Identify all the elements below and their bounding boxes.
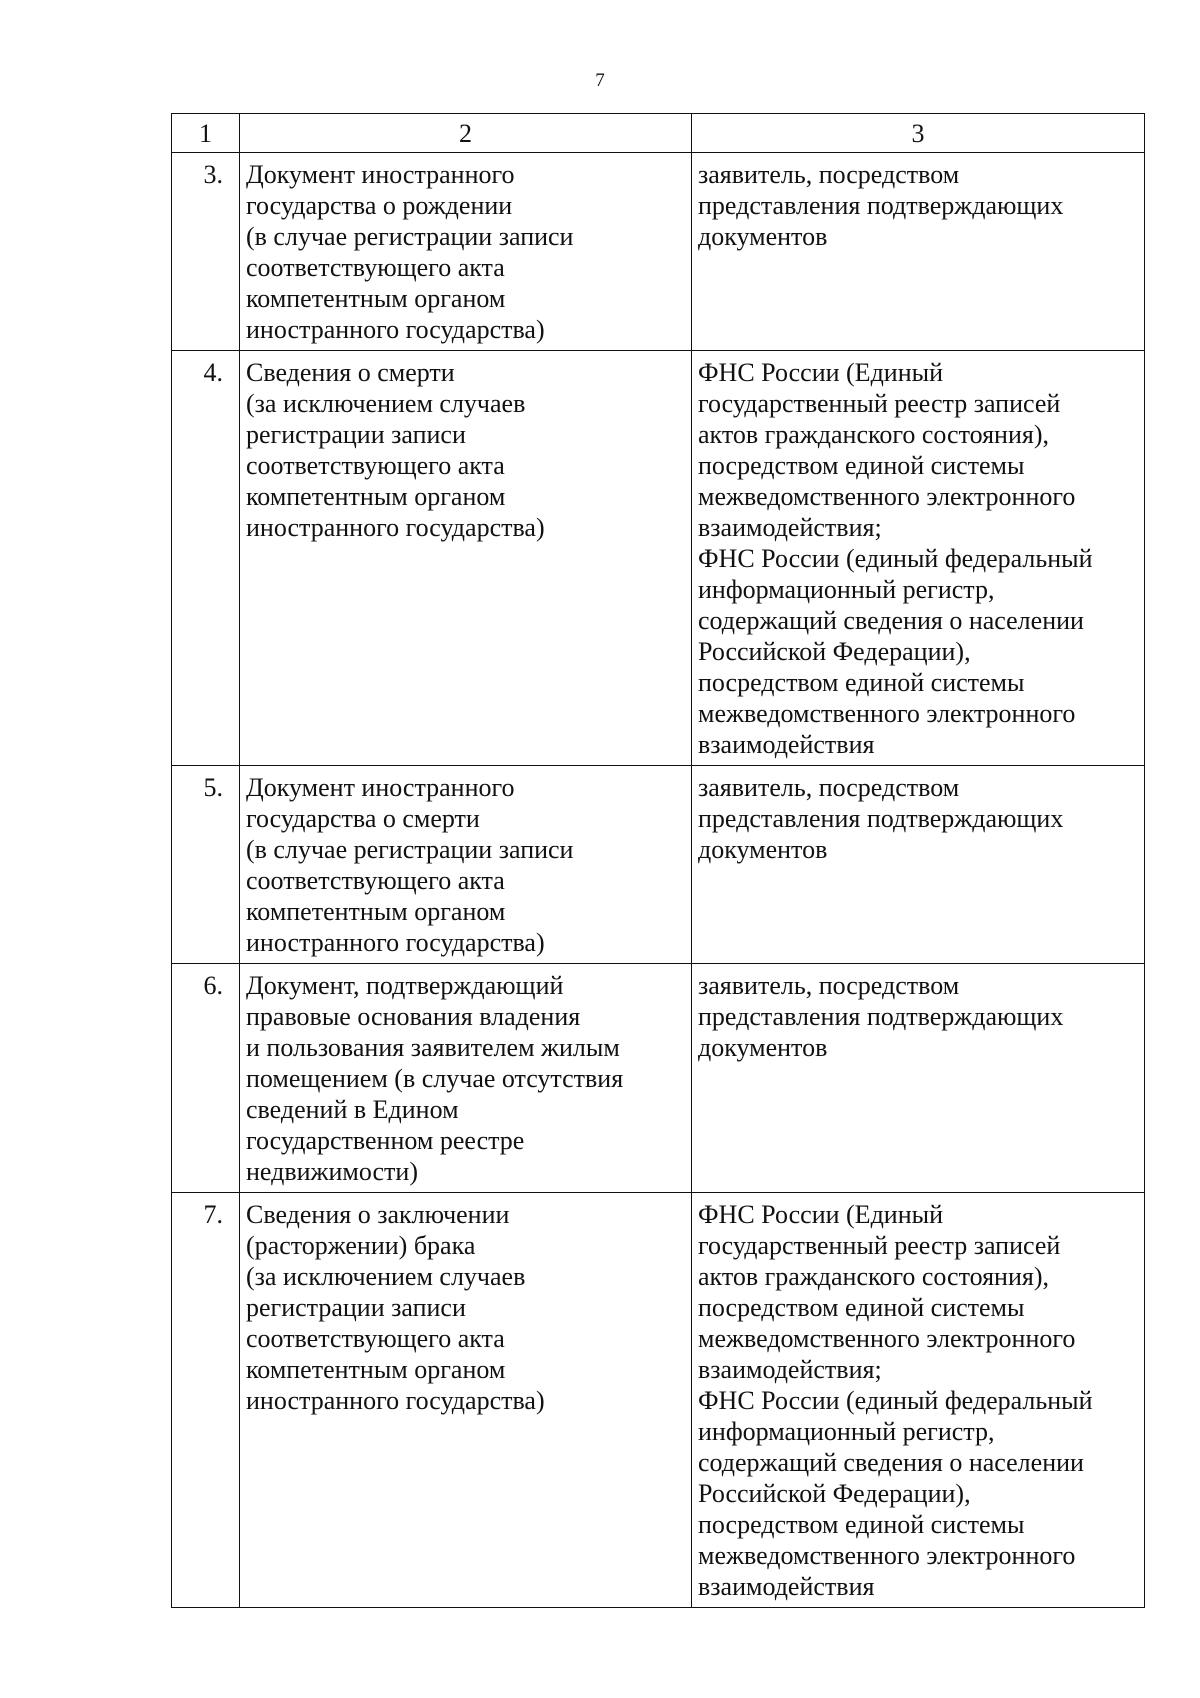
source-line: межведомственного электронного	[698, 699, 1076, 728]
document-name-line: сведений в Едином	[246, 1095, 459, 1124]
documents-table	[171, 113, 1145, 1608]
source-line: взаимодействия	[698, 1572, 875, 1601]
document-name-cell	[240, 964, 692, 1193]
document-name-line: Документ иностранного	[246, 160, 515, 189]
document-name-line: (в случае регистрации записи	[246, 222, 574, 251]
document-name-cell	[240, 1193, 692, 1608]
table-body	[172, 153, 1145, 1608]
document-name-cell	[240, 153, 692, 351]
source-line: информационный регистр,	[698, 1417, 995, 1446]
header-col-2: 2	[240, 114, 692, 153]
source-line: содержащий сведения о населении	[698, 1448, 1084, 1477]
document-name-line: иностранного государства)	[246, 928, 545, 957]
source-line: межведомственного электронного	[698, 1541, 1076, 1570]
table-header	[172, 114, 1145, 153]
document-name-line: компетентным органом	[246, 897, 506, 926]
source-line: государственный реестр записей	[698, 1231, 1061, 1260]
source-line: заявитель, посредством	[698, 160, 960, 189]
source-line: представления подтверждающих	[698, 804, 1064, 833]
header-col-1: 1	[172, 114, 240, 153]
table-row	[172, 351, 1145, 766]
document-name-line: (за исключением случаев	[246, 389, 526, 418]
document-name-line: компетентным органом	[246, 482, 506, 511]
document-name-line: Сведения о заключении	[246, 1200, 510, 1229]
document-name-line: государственном реестре	[246, 1126, 525, 1155]
document-name-line: соответствующего акта	[246, 451, 505, 480]
source-line: представления подтверждающих	[698, 191, 1064, 220]
source-line: информационный регистр,	[698, 575, 995, 604]
source-line: посредством единой системы	[698, 451, 1025, 480]
row-number: 6.	[172, 964, 240, 1193]
source-line: Российской Федерации),	[698, 1479, 971, 1508]
source-line: документов	[698, 835, 828, 864]
table-row	[172, 964, 1145, 1193]
header-col-3: 3	[692, 114, 1145, 153]
document-name-line: (за исключением случаев	[246, 1262, 526, 1291]
source-line: ФНС России (единый федеральный	[698, 1386, 1093, 1415]
document-name-line: иностранного государства)	[246, 315, 545, 344]
document-name-line: государства о смерти	[246, 804, 480, 833]
row-number: 3.	[172, 153, 240, 351]
source-line: содержащий сведения о населении	[698, 606, 1084, 635]
document-name-line: соответствующего акта	[246, 253, 505, 282]
document-name-line: недвижимости)	[246, 1157, 418, 1186]
document-name-line: Документ иностранного	[246, 773, 515, 802]
table-row	[172, 1193, 1145, 1608]
source-line: документов	[698, 1033, 828, 1062]
source-line: представления подтверждающих	[698, 1002, 1064, 1031]
source-cell	[692, 1193, 1145, 1608]
document-name-cell	[240, 351, 692, 766]
document-name-line: компетентным органом	[246, 284, 506, 313]
source-line: взаимодействия;	[698, 1355, 882, 1384]
source-cell	[692, 153, 1145, 351]
source-line: межведомственного электронного	[698, 482, 1076, 511]
table-row	[172, 766, 1145, 964]
source-line: актов гражданского состояния),	[698, 420, 1049, 449]
document-name-line: (в случае регистрации записи	[246, 835, 574, 864]
document-name-line: регистрации записи	[246, 420, 466, 449]
source-line: взаимодействия	[698, 730, 875, 759]
document-name-line: и пользования заявителем жилым	[246, 1033, 620, 1062]
source-line: посредством единой системы	[698, 1510, 1025, 1539]
source-line: государственный реестр записей	[698, 389, 1061, 418]
source-line: ФНС России (единый федеральный	[698, 544, 1093, 573]
source-line: документов	[698, 222, 828, 251]
source-line: актов гражданского состояния),	[698, 1262, 1049, 1291]
row-number: 4.	[172, 351, 240, 766]
document-name-cell	[240, 766, 692, 964]
document-name-line: иностранного государства)	[246, 1386, 545, 1415]
source-line: взаимодействия;	[698, 513, 882, 542]
document-name-line: помещением (в случае отсутствия	[246, 1064, 624, 1093]
page-number: 7	[595, 70, 605, 91]
document-name-line: компетентным органом	[246, 1355, 506, 1384]
table-row	[172, 153, 1145, 351]
document-name-line: соответствующего акта	[246, 866, 505, 895]
source-cell	[692, 766, 1145, 964]
source-line: посредством единой системы	[698, 668, 1025, 697]
document-name-line: (расторжении) брака	[246, 1231, 476, 1260]
source-line: заявитель, посредством	[698, 971, 960, 1000]
source-line: Российской Федерации),	[698, 637, 971, 666]
source-line: заявитель, посредством	[698, 773, 960, 802]
source-cell	[692, 964, 1145, 1193]
document-name-line: иностранного государства)	[246, 513, 545, 542]
document-name-line: соответствующего акта	[246, 1324, 505, 1353]
table-header-row	[172, 114, 1145, 153]
document-name-line: регистрации записи	[246, 1293, 466, 1322]
source-cell	[692, 351, 1145, 766]
source-line: ФНС России (Единый	[698, 358, 944, 387]
source-line: посредством единой системы	[698, 1293, 1025, 1322]
row-number: 5.	[172, 766, 240, 964]
document-name-line: Сведения о смерти	[246, 358, 455, 387]
document-name-line: правовые основания владения	[246, 1002, 581, 1031]
source-line: межведомственного электронного	[698, 1324, 1076, 1353]
source-line: ФНС России (Единый	[698, 1200, 944, 1229]
row-number: 7.	[172, 1193, 240, 1608]
document-name-line: государства о рождении	[246, 191, 513, 220]
document-name-line: Документ, подтверждающий	[246, 971, 564, 1000]
